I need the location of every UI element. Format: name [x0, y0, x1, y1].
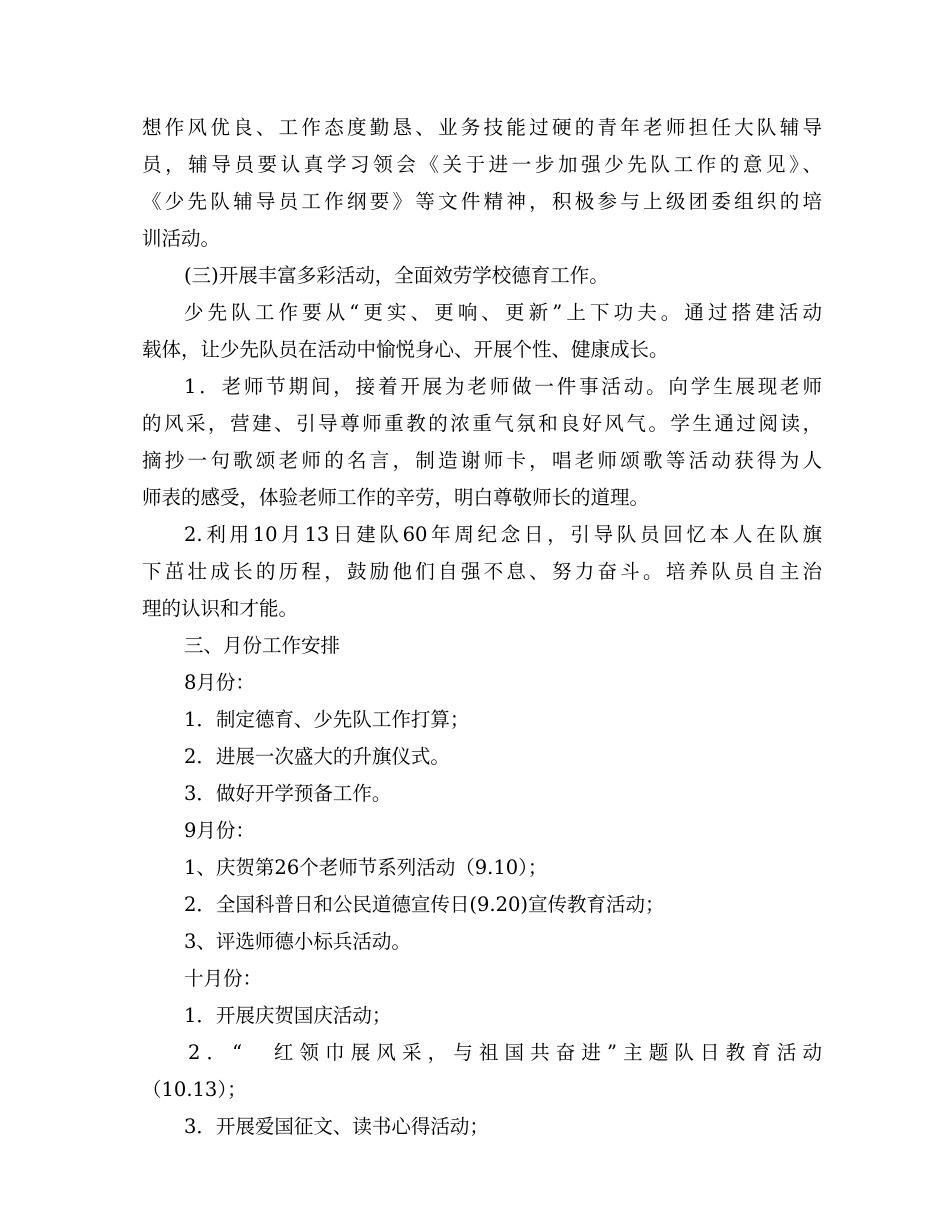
list-item: 1．制定德育、少先队工作打算； [184, 708, 470, 731]
text-line: 《少先队辅导员工作纲要》等文件精神，积极参与上级团委组织的培 [142, 190, 822, 213]
section-heading: 三、月份工作安排 [184, 634, 341, 657]
text-line: 2.利用10月13日建队60年周纪念日，引导队员回忆本人在队旗 [184, 523, 822, 546]
list-item: 3．开展爱国征文、读书心得活动； [184, 1115, 489, 1138]
text-line: 员，辅导员要认真学习领会《关于进一步加强少先队工作的意见》、 [142, 153, 822, 176]
text-line: 载体，让少先队员在活动中愉悦身心、开展个性、健康成长。 [142, 338, 669, 361]
text-line: 少先队工作要从“更实、更响、更新”上下功夫。通过搭建活动 [184, 301, 822, 324]
list-item: 1、庆贺第26个老师节系列活动（9.10）； [184, 856, 548, 879]
text-line: 1．老师节期间，接着开展为老师做一件事活动。向学生展现老师 [184, 375, 822, 398]
text-line: 下茁壮成长的历程，鼓励他们自强不息、努力奋斗。培养队员自主治 [142, 560, 822, 583]
month-heading: 9月份： [184, 819, 255, 842]
list-item: 3．做好开学预备工作。 [184, 782, 392, 805]
list-item: 1．开展庆贺国庆活动； [184, 1004, 392, 1027]
month-heading: 十月份： [184, 967, 263, 990]
list-item-continuation: （10.13）； [142, 1078, 247, 1101]
list-item: 3、评选师德小标兵活动。 [184, 930, 411, 953]
month-heading: 8月份： [184, 671, 255, 694]
section-heading: (三)开展丰富多彩活动，全面效劳学校德育工作。 [184, 264, 609, 287]
text-line: 理的认识和才能。 [142, 597, 299, 620]
text-line: 师表的感受，体验老师工作的辛劳，明白尊敬师长的道理。 [142, 486, 650, 509]
text-line: 的风采，营建、引导尊师重教的浓重气氛和良好风气。学生通过阅读， [142, 412, 822, 435]
text-line: 训活动。 [142, 227, 221, 250]
list-item: 2．全国科普日和公民道德宣传日(9.20)宣传教育活动； [184, 893, 665, 916]
text-line: 摘抄一句歌颂老师的名言，制造谢师卡，唱老师颂歌等活动获得为人 [142, 449, 822, 472]
text-line: 想作风优良、工作态度勤恳、业务技能过硬的青年老师担任大队辅导 [142, 116, 822, 139]
list-item: 2．进展一次盛大的升旗仪式。 [184, 745, 450, 768]
list-item: 2．“ 红领巾展风采，与祖国共奋进”主题队日教育活动 [188, 1041, 822, 1064]
